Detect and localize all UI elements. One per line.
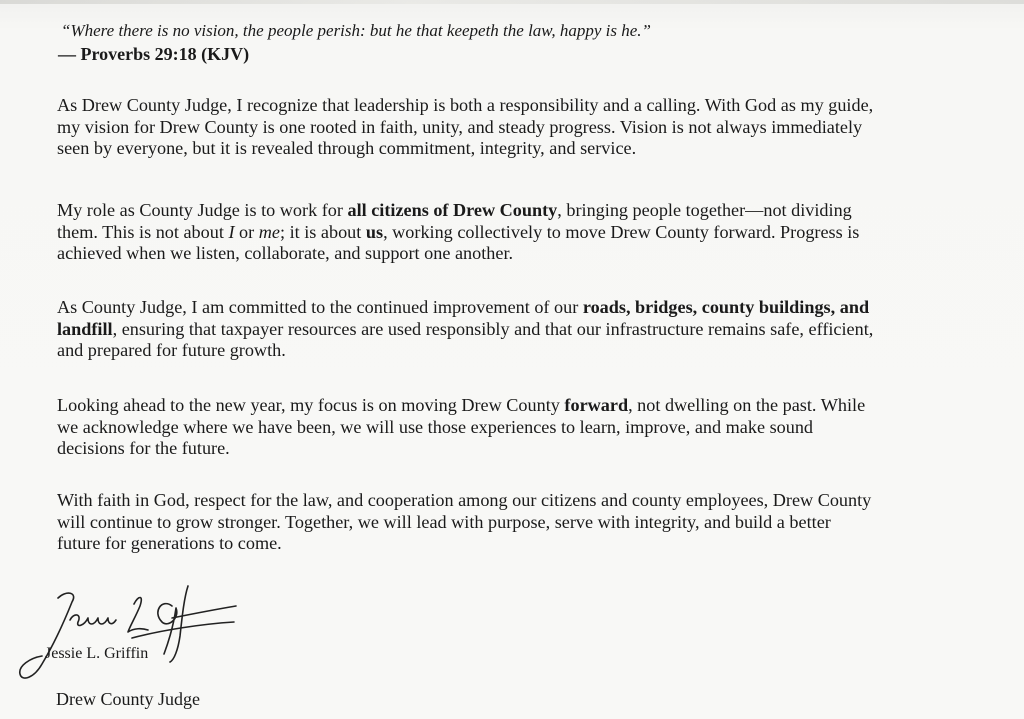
- paragraph-new-year: [57, 395, 1024, 460]
- text-run: Looking ahead to the new year, my focus is on moving Drew County: [57, 395, 565, 415]
- paragraph-line: [57, 395, 1024, 417]
- text-run: As County Judge, I am committed to the continued improvement of our: [57, 297, 583, 317]
- paragraph-role: [57, 200, 1024, 265]
- bold-text: roads, bridges, county buildings, and: [582, 297, 870, 317]
- italic-text: me: [258, 221, 280, 242]
- epigraph-quote: “Where there is no vision, the people perish: but he that keepeth the law, happy is he.”: [61, 21, 652, 40]
- text-run: , not dwelling on the past. While: [628, 395, 866, 415]
- text-run: my vision for Drew County is one rooted in faith, unity, and steady progress. Vision is not always immediately: [57, 116, 863, 137]
- paragraph-line: [57, 222, 1024, 244]
- paragraph-line: [57, 200, 1024, 222]
- paragraph-line: [57, 533, 1024, 555]
- paragraph-line: [57, 117, 1024, 139]
- text-run: achieved when we listen, collaborate, and support one another.: [57, 243, 514, 263]
- scan-top-edge: [0, 0, 1024, 4]
- bold-text: us: [365, 221, 384, 242]
- paragraph-line: [57, 512, 1024, 534]
- text-run: and prepared for future growth.: [57, 340, 286, 360]
- text-run: future for generations to come.: [57, 533, 282, 553]
- paragraph-vision: [57, 95, 1024, 160]
- text-run: seen by everyone, but it is revealed through commitment, integrity, and service.: [57, 138, 637, 158]
- paragraph-line: [57, 138, 1024, 160]
- paragraph-line: [57, 438, 1024, 460]
- text-run: we acknowledge where we have been, we will use those experiences to learn, improve, and make sound: [57, 416, 814, 437]
- text-run: ; it is about: [279, 221, 366, 242]
- text-run: , ensuring that taxpayer resources are used responsibly and that our infrastructure remains safe, efficient,: [112, 318, 874, 339]
- paragraph-line: [57, 340, 1024, 362]
- bold-text: all citizens of Drew County: [347, 200, 558, 220]
- paragraph-line: [57, 243, 1024, 265]
- paragraph-line: [57, 95, 1024, 117]
- epigraph-reference: — Proverbs 29:18 (KJV): [58, 44, 250, 64]
- bold-text: forward: [564, 395, 629, 415]
- paragraph-line: [57, 490, 1024, 512]
- text-run: decisions for the future.: [57, 438, 230, 458]
- paragraph-line: [57, 297, 1024, 319]
- signer-name: Jessie L. Griffin: [45, 645, 149, 662]
- signer-title: Drew County Judge: [56, 689, 200, 709]
- italic-text: I: [228, 221, 235, 242]
- handwritten-signature: [12, 578, 242, 688]
- text-run: My role as County Judge is to work for: [57, 200, 348, 220]
- text-run: With faith in God, respect for the law, and cooperation among our citizens and county employees, Drew County: [57, 490, 872, 510]
- text-run: As Drew County Judge, I recognize that leadership is both a responsibility and a calling. With God as my guide,: [57, 95, 874, 115]
- bold-text: landfill: [57, 318, 113, 339]
- text-run: , bringing people together—not dividing: [557, 200, 852, 220]
- text-run: them. This is not about: [57, 221, 229, 242]
- paragraph-infrastructure: [57, 297, 1024, 362]
- text-run: or: [234, 221, 259, 242]
- text-run: will continue to grow stronger. Together, we will lead with purpose, serve with integrity, and build a better: [57, 511, 831, 532]
- paragraph-closing: [57, 490, 1024, 555]
- text-run: , working collectively to move Drew County forward. Progress is: [383, 221, 860, 242]
- paragraph-line: [57, 417, 1024, 439]
- paragraph-line: [57, 319, 1024, 341]
